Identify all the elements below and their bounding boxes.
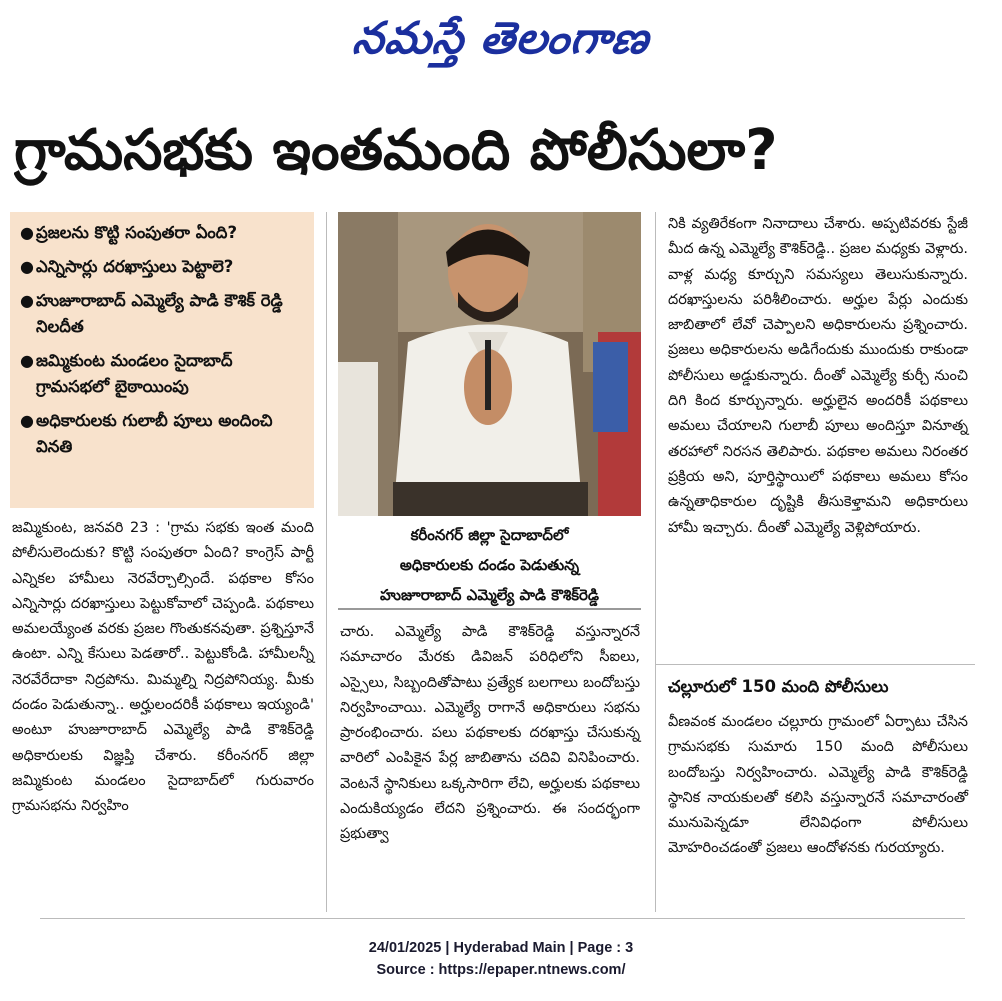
bullet-icon: ●	[20, 223, 34, 242]
caption-line: హుజూరాబాద్ ఎమ్మెల్యే పాడి కౌశిక్‌రెడ్డి	[379, 586, 600, 604]
bullet-icon: ●	[20, 411, 34, 430]
caption-line: కరీంనగర్ జిల్లా సైదాబాద్‌లో	[410, 526, 569, 544]
article-column-1: జమ్మికుంట, జనవరి 23 : 'గ్రామ సభకు ఇంత మంది పోలీసులెందుకు? కొట్టి సంపుతరా ఏంది? కాంగ్రెస్ పార్టీ ఎన్నికల హామీలు నెరవేర్చాల్సిందే. పథకాల కోసం ఎన్నిసార్లు దరఖాస్తులు పెట్టుకోవాలో చెప్పండి. పథకాలు అమలయ్యేంత వరకు ప్రజల గొంతుకనవుతా. ప్రశ్నిస్తూనే ఉంటా. ఎన్ని కేసులు పెడతారో.. పెట్టుకోండి. హామీలన్నీ నెరవేరేదాకా నిద్రపోను. మిమ్మల్ని నిద్రపోనియ్య. మీకు దండం పెడుతున్నా.. అర్హులందరికీ పథకాలు ఇయ్యండి' అంటూ హుజూరాబాద్ ఎమ్మెల్యే పాడి కౌశిక్‌రెడ్డి అధికారులకు విజ్ఞప్తి చేశారు. కరీంనగర్ జిల్లా జమ్మికుంట మండలం సైదాబాద్‌లో గురువారం గ్రామసభను నిర్వహిం	[12, 520, 314, 815]
highlight-item: ● జమ్మికుంట మండలం సైదాబాద్ గ్రామసభలో బైఠాయింపు	[20, 348, 304, 400]
article-column-3: నికి వ్యతిరేకంగా నినాదాలు చేశారు. అప్పటివరకు స్టేజీ మీద ఉన్న ఎమ్మెల్యే కౌశిక్‌రెడ్డి.. ప్రజల మధ్యకు వెళ్లారు. వాళ్ల మధ్య కూర్చుని సమస్యలు తెలుసుకున్నారు. దరఖాస్తులను పరిశీలించారు. అర్హుల పేర్లు ఎందుకు జాబితాలో లేవో చెప్పాలని అధికారులను ప్రశ్నించారు. ప్రజలు అధికారులను అడిగేందుకు ముందుకు రాకుండా పోలీసులు అడ్డుకున్నారు. దీంతో ఎమ్మెల్యే కుర్చీ నుంచి దిగి కింద కూర్చున్నారు. అర్హులైన అందరికీ పథకాలు అమలు చేయాలని గులాబీ పూలు అందిస్తూ వినూత్న తరహాలో నిరసన తెలిపారు. పథకాల అమలు నిరంతర ప్రక్రియ అని, పూర్తిస్థాయిలో పథకాలు అమలు కోసం ఉన్నతాధికారుల దృష్టికి తీసుకెళ్తామని అధికారులు హామీ ఇచ్చారు. దీంతో ఎమ్మెల్యే వెళ్లిపోయారు.	[668, 216, 968, 536]
newspaper-logo: నమస్తే తెలంగాణ	[350, 13, 652, 64]
bullet-icon: ●	[20, 351, 34, 370]
bullet-icon: ●	[20, 257, 34, 276]
footer-dateline: 24/01/2025 | Hyderabad Main | Page : 3	[368, 940, 634, 956]
highlights-box	[10, 212, 314, 508]
bullet-icon: ●	[20, 291, 34, 310]
caption-line: అధికారులకు దండం పెడుతున్న	[399, 556, 580, 574]
headline: గ్రామసభకు ఇంతమంది పోలీసులా?	[14, 118, 778, 183]
footer-source: Source : https://epaper.ntnews.com/	[376, 962, 626, 978]
highlight-item: ● హుజూరాబాద్ ఎమ్మెల్యే పాడి కౌశిక్ రెడ్డి నిలదీత	[20, 288, 304, 340]
article-column-3-continued: వీణవంక మండలం చల్లూరు గ్రామంలో ఏర్పాటు చేసిన గ్రామసభకు సుమారు 150 మంది పోలీసులు బందోబస్తు నిర్వహించారు. ఎమ్మెల్యే పాడి కౌశిక్‌రెడ్డి స్థానిక నాయకులతో కలిసి వస్తున్నారనే సమాచారంతో మునుపెన్నడూ లేనివిధంగా పోలీసులు మోహరించడంతో ప్రజలు ఆందోళనకు గురయ్యారు.	[668, 714, 968, 857]
highlight-item: ● అధికారులకు గులాబీ పూలు అందించి వినతి	[20, 408, 304, 460]
article-column-2: చారు. ఎమ్మెల్యే పాడి కౌశిక్‌రెడ్డి వస్తున్నారనే సమాచారం మేరకు డివిజన్ పరిధిలోని సీఐలు, ఎస్సైలు, సిబ్బందితోపాటు ప్రత్యేక బలగాలు బందోబస్తు నిర్వహించాయి. ఎమ్మెల్యే రాగానే అధికారులు సభను ప్రారంభించారు. పలు పథకాలకు దరఖాస్తు చేసుకున్న వారిలో ఎంపికైన పేర్ల జాబితాను చదివి వినిపించారు. వెంటనే స్థానికులు ఒక్కసారిగా లేచి, అర్హులకు పథకాలు ఎందుకియ్యడం లేదని ప్రశ్నించారు. ఈ సందర్భంగా ప్రభుత్వా	[340, 624, 640, 843]
photo-caption	[338, 520, 641, 610]
highlight-item: ● ప్రజలను కొట్టి సంపుతరా ఏంది?	[20, 220, 304, 246]
footer-divider	[40, 918, 965, 919]
section-divider	[655, 664, 975, 665]
column-divider	[326, 212, 327, 912]
highlight-item: ● ఎన్నిసార్లు దరఖాస్తులు పెట్టాలె?	[20, 254, 304, 280]
news-photo	[338, 212, 641, 516]
subheading: చల్లూరులో 150 మంది పోలీసులు	[668, 677, 889, 696]
masthead	[0, 8, 1002, 70]
column-divider	[655, 212, 656, 912]
photo-illustration	[338, 212, 641, 516]
